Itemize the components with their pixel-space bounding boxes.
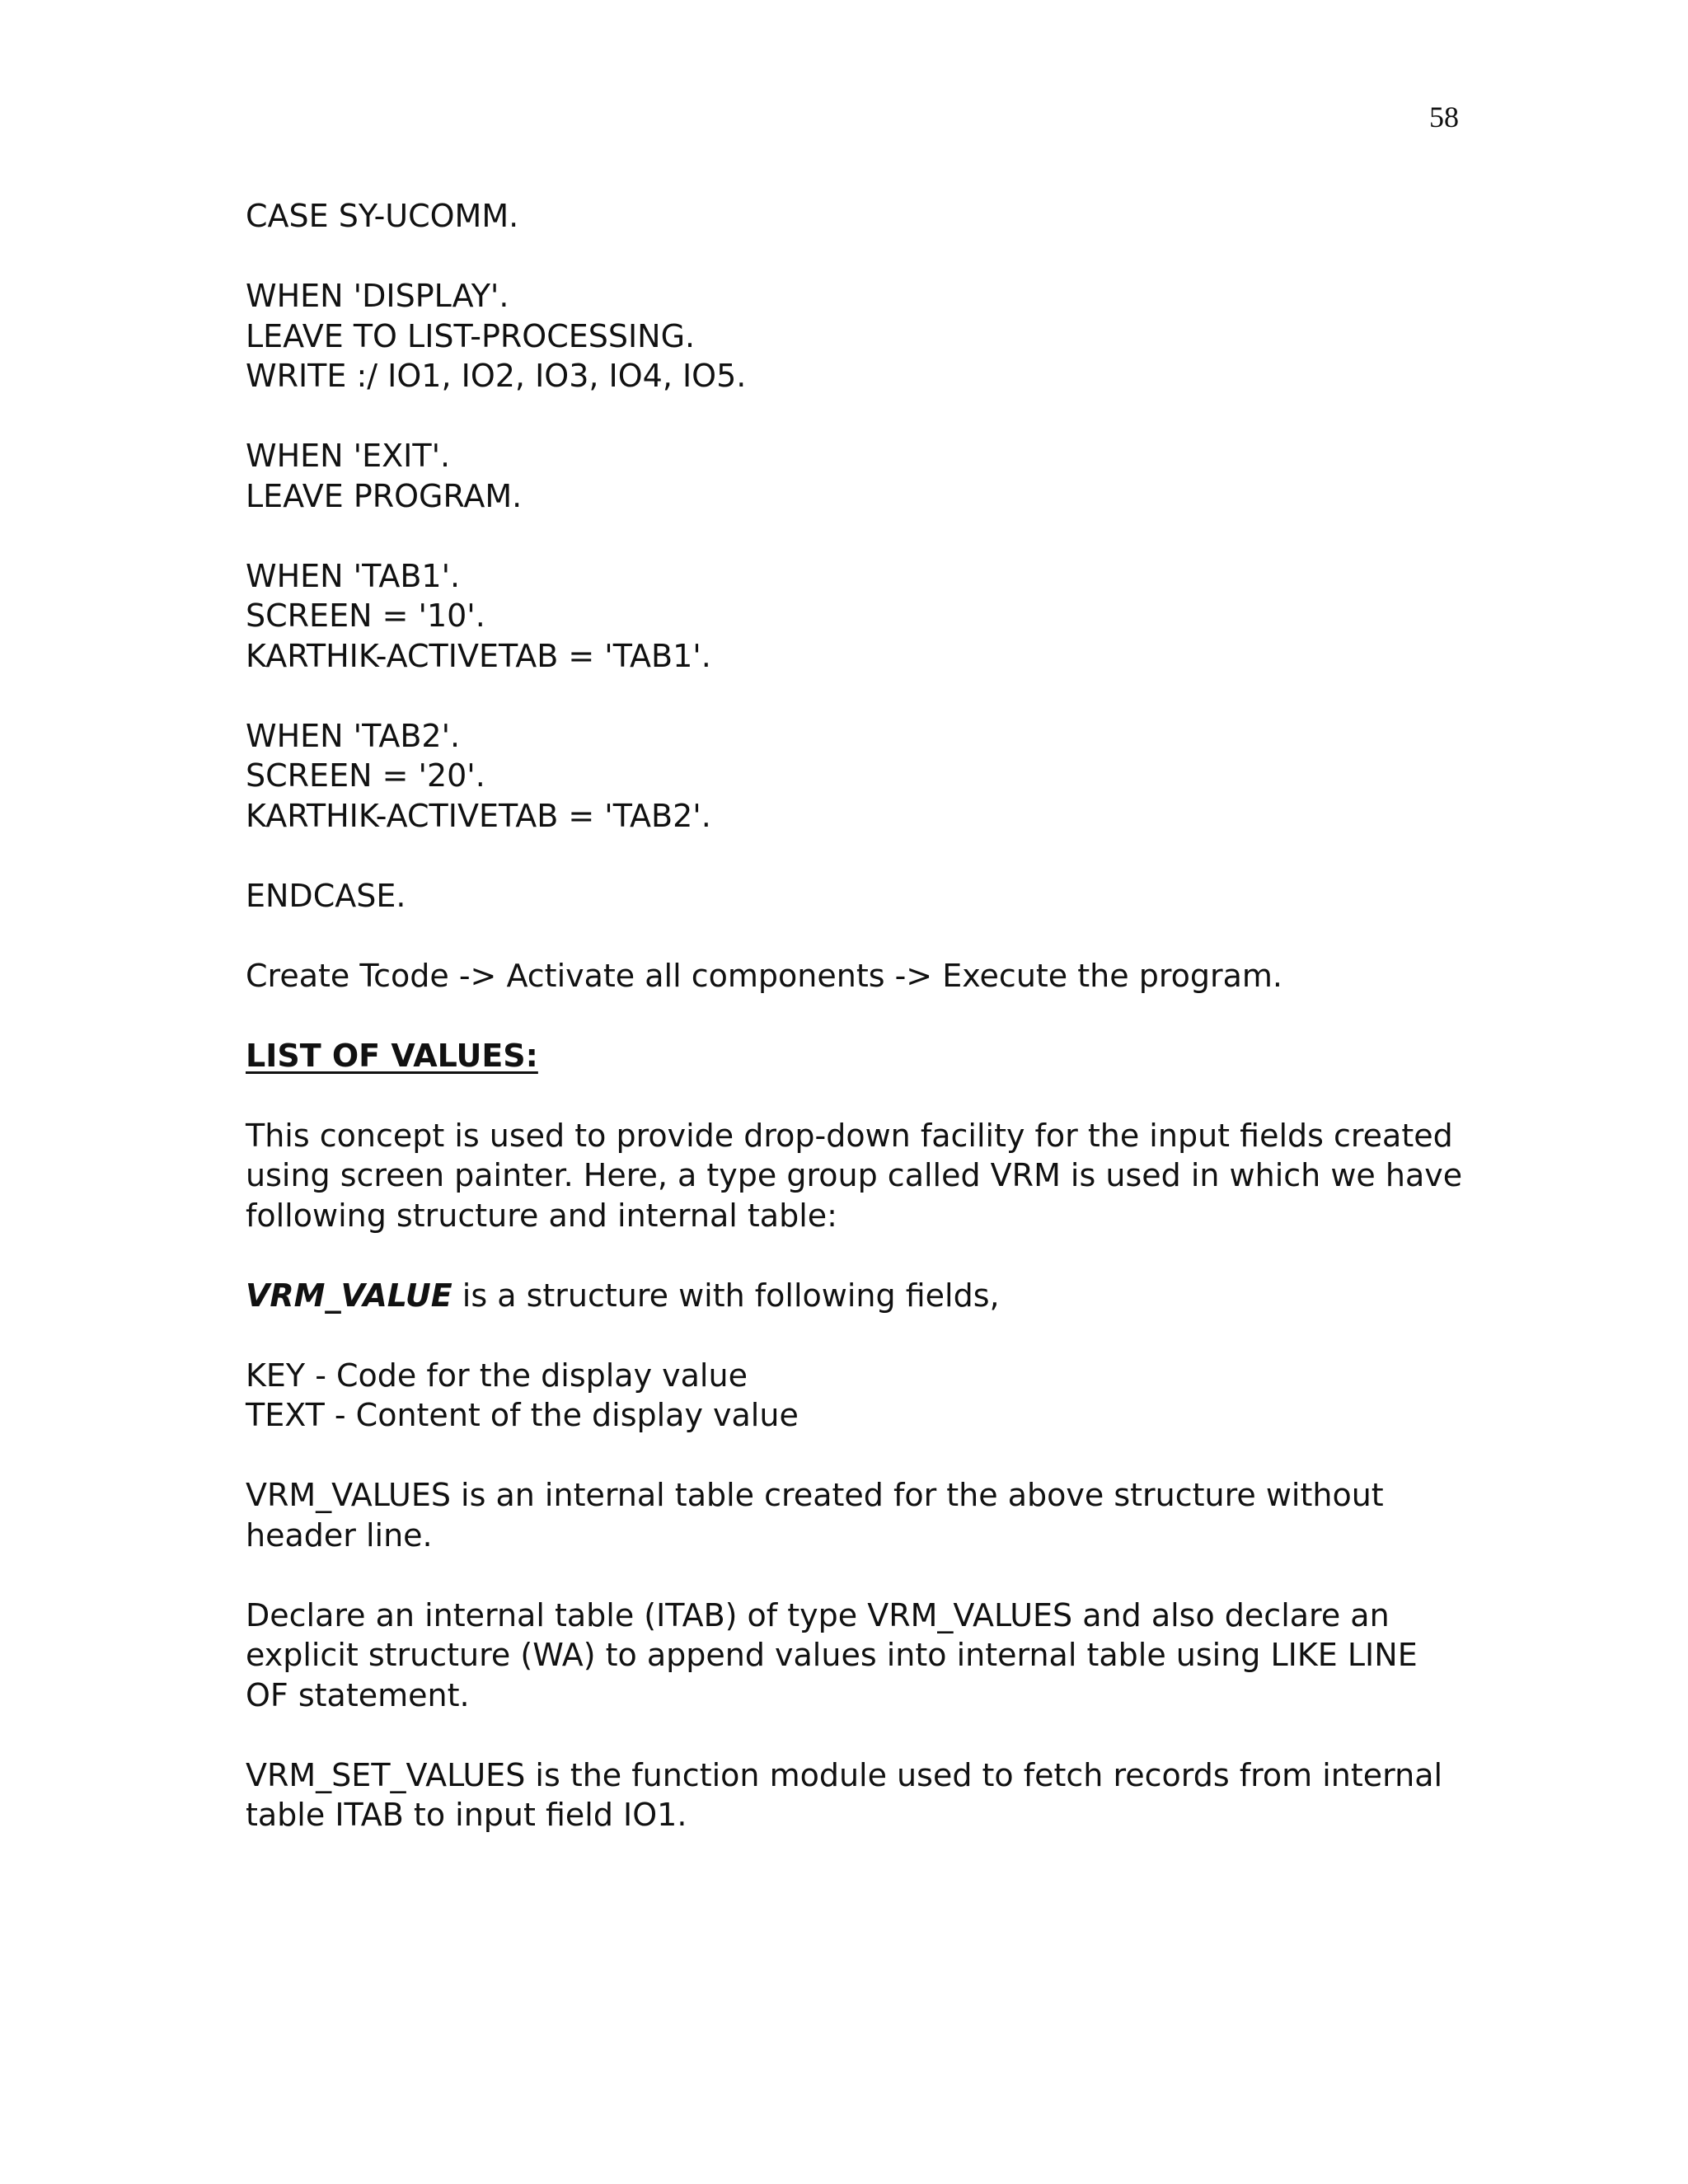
field-line: TEXT - Content of the display value [246,1397,799,1433]
page-number: 58 [1429,101,1459,134]
code-line: WHEN 'TAB2'. [246,717,461,754]
code-line: KARTHIK-ACTIVETAB = 'TAB1'. [246,637,711,674]
paragraph-line: Declare an internal table (ITAB) of type VRM_VALUES and also declare an [246,1596,1390,1633]
code-line: LEAVE PROGRAM. [246,477,523,514]
field-line: KEY - Code for the display value [246,1357,748,1394]
page-body [246,196,1548,1835]
instruction-text: Create Tcode -> Activate all components -> Execute the program. [246,957,1282,994]
code-line: WHEN 'EXIT'. [246,438,451,474]
section-heading: LIST OF VALUES: [246,1037,538,1074]
code-line: KARTHIK-ACTIVETAB = 'TAB2'. [246,797,711,834]
code-line-endcase: ENDCASE. [246,877,406,914]
vrm-value-description: is a structure with following fields, [452,1277,1000,1314]
vrm-value-term: VRM_VALUE [246,1277,452,1314]
code-line: WHEN 'TAB1'. [246,557,461,594]
code-line: WHEN 'DISPLAY'. [246,278,509,314]
code-line: LEAVE TO LIST-PROCESSING. [246,317,696,354]
vrm-value-line [246,1276,1548,1316]
paragraph-line: This concept is used to provide drop-down facility for the input fields created [246,1117,1453,1154]
paragraph-line: OF statement. [246,1676,470,1713]
paragraph-line: using screen painter. Here, a type group called VRM is used in which we have [246,1157,1463,1193]
code-line: WRITE :/ IO1, IO2, IO3, IO4, IO5. [246,358,747,394]
paragraph-line: following structure and internal table: [246,1197,837,1234]
paragraph-line: VRM_SET_VALUES is the function module used to fetch records from internal [246,1756,1443,1793]
paragraph-line: table ITAB to input field IO1. [246,1797,687,1833]
paragraph-line: header line. [246,1516,433,1554]
code-line: SCREEN = '20'. [246,757,485,794]
code-line: CASE SY-UCOMM. [246,198,519,234]
paragraph-line: VRM_VALUES is an internal table created for the above structure without [246,1477,1384,1513]
paragraph-line: explicit structure (WA) to append values into internal table using LIKE LINE [246,1637,1418,1673]
code-line: SCREEN = '10'. [246,598,485,634]
